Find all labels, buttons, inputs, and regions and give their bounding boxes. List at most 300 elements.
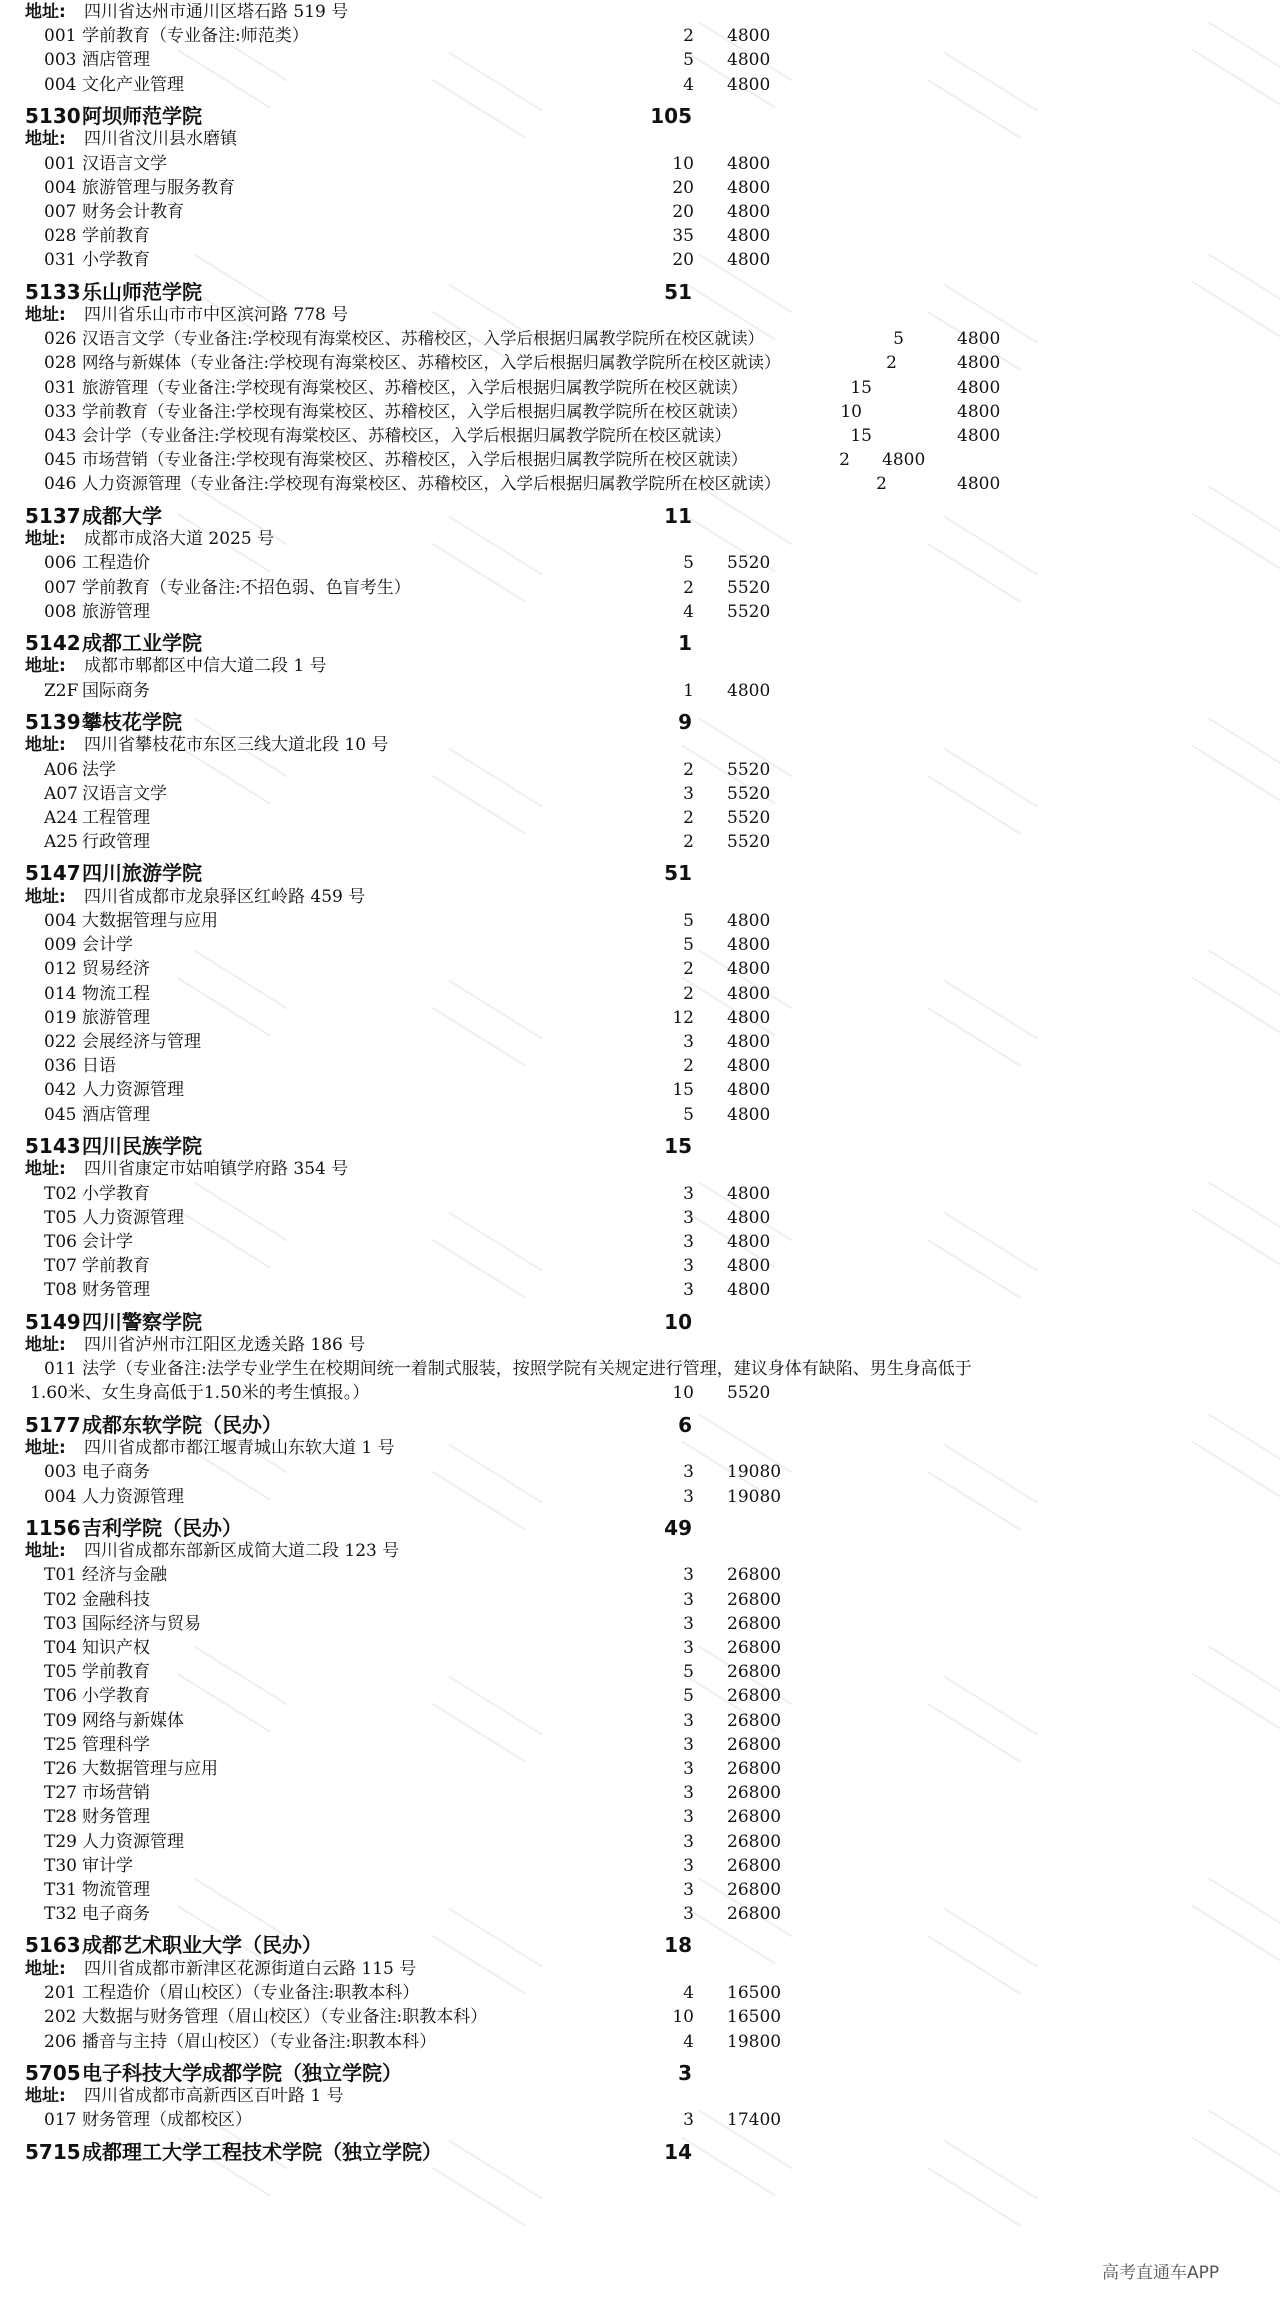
address-label: 地址:: [25, 129, 66, 150]
major-code: 046: [44, 474, 77, 495]
major-code: 007: [44, 201, 77, 222]
university-code: 5137: [25, 503, 81, 528]
major-name: 学前教育（专业备注:师范类）: [82, 26, 309, 47]
address-label: 地址:: [25, 2086, 66, 2107]
major-name: 国际商务: [82, 680, 150, 701]
address-label: 地址:: [25, 305, 66, 325]
major-name: 人力资源管理: [82, 1080, 184, 1101]
major-name: 电子商务: [82, 1462, 150, 1483]
major-tuition: 4800: [727, 959, 771, 980]
address-text: 四川省成都市新津区花源街道白云路 115 号: [84, 1958, 417, 1979]
university-total: 10: [664, 1309, 692, 1334]
university-name: 成都艺术职业大学（民办）: [82, 1933, 322, 1958]
university-total: 49: [664, 1515, 692, 1540]
major-code: 042: [44, 1080, 77, 1101]
major-plan-count: 4: [683, 601, 694, 622]
major-code: T02: [44, 1183, 77, 1204]
major-code: T03: [44, 1613, 77, 1634]
major-plan-count: 3: [683, 1831, 694, 1852]
major-code: 031: [44, 377, 77, 398]
watermark-mark: [926, 2139, 1037, 2226]
major-tuition: 26800: [727, 1565, 782, 1586]
major-name-continued: 1.60米、女生身高低于1.50米的考生慎报。）: [30, 1383, 370, 1404]
watermark-mark: [431, 515, 542, 602]
major-name: 财务管理（成都校区）: [82, 2110, 252, 2131]
university-total: 14: [664, 2139, 692, 2164]
major-code: 004: [44, 1486, 77, 1507]
major-code: 014: [44, 983, 77, 1004]
major-plan-count: 10: [840, 401, 862, 422]
major-code: T08: [44, 1280, 77, 1301]
major-plan-count: 2: [683, 577, 694, 598]
university-code: 5133: [25, 279, 81, 304]
major-plan-count: 3: [683, 1486, 694, 1507]
university-total: 105: [650, 103, 692, 128]
university-name: 四川旅游学院: [82, 861, 202, 886]
address-label: 地址:: [25, 1438, 66, 1459]
address-text: 四川省达州市通川区塔石路 519 号: [84, 2, 349, 22]
major-name: 学前教育（专业备注:不招色弱、色盲考生）: [82, 577, 411, 598]
major-tuition: 4800: [727, 50, 771, 71]
major-code: T05: [44, 1662, 77, 1683]
major-plan-count: 1: [683, 680, 694, 701]
university-code: 5149: [25, 1309, 81, 1334]
address-text: 四川省成都市都江堰青城山东软大道 1 号: [84, 1438, 395, 1459]
address-text: 四川省乐山市市中区滨河路 778 号: [84, 305, 349, 325]
address-text: 四川省攀枝花市东区三线大道北段 10 号: [84, 735, 389, 756]
major-tuition: 26800: [727, 1904, 782, 1925]
major-tuition: 4800: [957, 377, 1001, 398]
major-tuition: 26800: [727, 1686, 782, 1707]
major-code: 003: [44, 1462, 77, 1483]
major-tuition: 4800: [727, 226, 771, 247]
major-plan-count: 4: [683, 74, 694, 95]
major-name: 学前教育: [82, 226, 150, 247]
major-tuition: 4800: [727, 935, 771, 956]
major-tuition: 4800: [727, 250, 771, 271]
major-plan-count: 3: [683, 1759, 694, 1779]
major-name: 人力资源管理: [82, 1486, 184, 1507]
major-plan-count: 3: [683, 1207, 694, 1228]
major-name: 会计学: [82, 1231, 133, 1252]
major-plan-count: 2: [683, 1056, 694, 1077]
university-name: 阿坝师范学院: [82, 103, 202, 128]
major-code: T07: [44, 1256, 77, 1277]
major-code: A25: [44, 832, 78, 853]
address-text: 成都市成洛大道 2025 号: [84, 529, 275, 550]
university-name: 乐山师范学院: [82, 279, 202, 304]
address-label: 地址:: [25, 1335, 66, 1355]
major-name: 汉语言文学: [82, 153, 167, 174]
major-code: 206: [44, 2031, 77, 2052]
watermark-mark: [176, 717, 287, 804]
major-name: 学前教育: [82, 1256, 150, 1277]
major-plan-count: 3: [683, 1589, 694, 1610]
major-plan-count: 20: [672, 201, 694, 222]
major-plan-count: 3: [683, 1256, 694, 1277]
major-name: 知识产权: [82, 1638, 150, 1658]
major-plan-count: 3: [683, 1855, 694, 1876]
university-code: 5147: [25, 861, 81, 886]
major-plan-count: 3: [683, 1807, 694, 1828]
major-name: 小学教育: [82, 1183, 150, 1204]
major-tuition: 5520: [727, 759, 771, 780]
major-tuition: 4800: [957, 353, 1001, 374]
major-code: A07: [44, 783, 78, 804]
major-plan-count: 5: [683, 935, 694, 956]
major-name: 旅游管理与服务教育: [82, 177, 235, 198]
major-code: 008: [44, 601, 77, 622]
address-text: 四川省泸州市江阳区龙透关路 186 号: [84, 1335, 366, 1355]
major-plan-count: 15: [850, 426, 872, 446]
major-code: 028: [44, 353, 77, 374]
major-plan-count: 2: [683, 983, 694, 1004]
major-tuition: 4800: [727, 153, 771, 174]
major-name: 管理科学: [82, 1734, 150, 1755]
address-text: 四川省成都市龙泉驿区红岭路 459 号: [84, 886, 366, 907]
major-tuition: 26800: [727, 1613, 782, 1634]
major-plan-count: 3: [683, 2110, 694, 2131]
major-code: 011: [44, 1359, 77, 1380]
major-code: 004: [44, 74, 77, 95]
major-plan-count: 2: [683, 832, 694, 853]
major-name: 大数据与财务管理（眉山校区）（专业备注:职教本科）: [82, 2007, 488, 2028]
watermark-mark: [431, 1211, 542, 1298]
major-tuition: 4800: [727, 680, 771, 701]
major-name: 行政管理: [82, 832, 150, 853]
major-tuition: 19800: [727, 2031, 782, 2052]
major-tuition: 26800: [727, 1783, 782, 1804]
major-name: 文化产业管理: [82, 74, 184, 95]
major-name: 法学（专业备注:法学专业学生在校期间统一着制式服装，按照学院有关规定进行管理，建议身体有缺陷、男生身高低于: [82, 1359, 972, 1380]
watermark-mark: [1191, 21, 1280, 108]
major-plan-count: 3: [683, 1032, 694, 1052]
address-text: 四川省汶川县水磨镇: [84, 129, 237, 150]
major-code: T27: [44, 1783, 77, 1804]
major-name: 物流管理: [82, 1880, 150, 1900]
major-name: 物流工程: [82, 983, 150, 1004]
major-tuition: 4800: [727, 1231, 771, 1252]
university-total: 51: [664, 861, 692, 886]
major-name: 工程造价: [82, 553, 150, 574]
major-plan-count: 10: [672, 2007, 694, 2028]
university-code: 5177: [25, 1412, 81, 1437]
major-tuition: 4800: [727, 983, 771, 1004]
major-code: T32: [44, 1904, 77, 1925]
major-name: 小学教育: [82, 250, 150, 271]
major-tuition: 5520: [727, 601, 771, 622]
major-tuition: 16500: [727, 1983, 782, 2004]
major-name: 法学: [82, 759, 116, 780]
major-code: 004: [44, 177, 77, 198]
major-tuition: 4800: [727, 1032, 771, 1052]
watermark-mark: [431, 1907, 542, 1994]
watermark-mark: [1191, 1413, 1280, 1500]
university-code: 5139: [25, 709, 81, 734]
watermark-mark: [431, 747, 542, 834]
major-code: 019: [44, 1007, 77, 1028]
major-tuition: 4800: [727, 1007, 771, 1028]
address-label: 地址:: [25, 735, 66, 756]
major-name: 汉语言文学: [82, 783, 167, 804]
major-tuition: 4800: [957, 474, 1001, 495]
major-plan-count: 5: [683, 911, 694, 931]
major-code: 031: [44, 250, 77, 271]
major-name: 人力资源管理: [82, 1831, 184, 1852]
watermark-mark: [431, 1675, 542, 1762]
major-name: 学前教育: [82, 1662, 150, 1683]
address-label: 地址:: [25, 1541, 66, 1562]
address-label: 地址:: [25, 529, 66, 550]
major-name: 旅游管理: [82, 1007, 150, 1028]
university-total: 3: [678, 2060, 692, 2085]
major-plan-count: 15: [672, 1080, 694, 1101]
major-tuition: 4800: [727, 1183, 771, 1204]
major-code: T28: [44, 1807, 77, 1828]
major-plan-count: 3: [683, 1904, 694, 1925]
major-name: 网络与新媒体（专业备注:学校现有海棠校区、苏稽校区，入学后根据归属教学院所在校区就读）: [82, 353, 781, 373]
major-name: 审计学: [82, 1855, 133, 1876]
major-code: T05: [44, 1207, 77, 1228]
major-tuition: 4800: [957, 329, 1001, 350]
watermark-mark: [926, 1907, 1037, 1994]
major-code: T26: [44, 1759, 77, 1779]
major-tuition: 26800: [727, 1807, 782, 1828]
major-name: 学前教育（专业备注:学校现有海棠校区、苏稽校区，入学后根据归属教学院所在校区就读）: [82, 401, 748, 421]
major-plan-count: 4: [683, 1983, 694, 2004]
major-tuition: 4800: [727, 1080, 771, 1101]
major-tuition: 26800: [727, 1662, 782, 1683]
major-code: Z2F: [44, 680, 79, 701]
major-name: 国际经济与贸易: [82, 1613, 201, 1634]
major-plan-count: 5: [683, 1686, 694, 1707]
watermark-mark: [926, 1211, 1037, 1298]
major-name: 酒店管理: [82, 1104, 150, 1125]
major-plan-count: 20: [672, 250, 694, 271]
watermark-mark: [1191, 253, 1280, 340]
major-tuition: 19080: [727, 1486, 782, 1507]
address-text: 四川省成都东部新区成简大道二段 123 号: [84, 1541, 400, 1562]
major-name: 财务管理: [82, 1280, 150, 1301]
major-tuition: 4800: [727, 1256, 771, 1277]
major-tuition: 26800: [727, 1855, 782, 1876]
major-code: T02: [44, 1589, 77, 1610]
major-code: T29: [44, 1831, 77, 1852]
major-plan-count: 4: [683, 2031, 694, 2052]
major-name: 电子商务: [82, 1904, 150, 1925]
major-plan-count: 5: [683, 50, 694, 71]
major-code: T01: [44, 1565, 77, 1586]
major-tuition: 26800: [727, 1638, 782, 1658]
address-label: 地址:: [25, 886, 66, 907]
major-plan-count: 3: [683, 783, 694, 804]
major-name: 大数据管理与应用: [82, 911, 218, 931]
major-tuition: 4800: [727, 177, 771, 198]
major-tuition: 4800: [727, 26, 771, 47]
major-plan-count: 10: [672, 153, 694, 174]
watermark-mark: [1191, 1181, 1280, 1268]
major-code: 012: [44, 959, 77, 980]
watermark-mark: [176, 1181, 287, 1268]
major-tuition: 5520: [727, 807, 771, 828]
major-tuition: 4800: [727, 1207, 771, 1228]
university-name: 攀枝花学院: [82, 709, 182, 734]
major-plan-count: 3: [683, 1638, 694, 1658]
major-plan-count: 3: [683, 1280, 694, 1301]
watermark-mark: [1191, 485, 1280, 572]
major-code: 026: [44, 329, 77, 350]
major-tuition: 4800: [727, 911, 771, 931]
watermark-mark: [431, 1443, 542, 1530]
watermark-mark: [926, 1675, 1037, 1762]
address-label: 地址:: [25, 1958, 66, 1979]
major-code: 036: [44, 1056, 77, 1077]
major-plan-count: 12: [672, 1007, 694, 1028]
address-label: 地址:: [25, 1159, 66, 1180]
major-code: T30: [44, 1855, 77, 1876]
major-name: 网络与新媒体: [82, 1710, 184, 1731]
major-tuition: 4800: [727, 201, 771, 222]
major-name: 贸易经济: [82, 959, 150, 980]
major-name: 会展经济与管理: [82, 1032, 201, 1052]
major-name: 工程管理: [82, 807, 150, 828]
major-plan-count: 3: [683, 1783, 694, 1804]
watermark-mark: [176, 949, 287, 1036]
watermark-mark: [926, 51, 1037, 138]
major-tuition: 17400: [727, 2110, 782, 2131]
major-plan-count: 15: [850, 377, 872, 398]
university-code: 5163: [25, 1933, 81, 1958]
major-tuition: 5520: [727, 783, 771, 804]
major-tuition: 16500: [727, 2007, 782, 2028]
major-plan-count: 3: [683, 1710, 694, 1731]
major-tuition: 5520: [727, 553, 771, 574]
watermark-mark: [1191, 1877, 1280, 1964]
major-code: 022: [44, 1032, 77, 1052]
watermark-mark: [926, 747, 1037, 834]
university-code: 5142: [25, 630, 81, 655]
university-total: 51: [664, 279, 692, 304]
major-code: 001: [44, 26, 77, 47]
major-name: 旅游管理: [82, 601, 150, 622]
watermark-mark: [176, 1645, 287, 1732]
major-code: 045: [44, 1104, 77, 1125]
major-tuition: 26800: [727, 1589, 782, 1610]
major-tuition: 26800: [727, 1831, 782, 1852]
university-total: 9: [678, 709, 692, 734]
university-name: 成都东软学院（民办）: [82, 1412, 282, 1437]
major-code: T09: [44, 1710, 77, 1731]
major-plan-count: 3: [683, 1231, 694, 1252]
address-label: 地址:: [25, 2, 66, 22]
major-plan-count: 5: [683, 553, 694, 574]
address-text: 四川省康定市姑咱镇学府路 354 号: [84, 1159, 349, 1180]
major-code: 003: [44, 50, 77, 71]
major-code: 043: [44, 426, 77, 446]
watermark-mark: [926, 979, 1037, 1066]
major-plan-count: 10: [672, 1383, 694, 1404]
watermark-mark: [1191, 949, 1280, 1036]
major-name: 人力资源管理（专业备注:学校现有海棠校区、苏稽校区，入学后根据归属教学院所在校区就读）: [82, 474, 781, 494]
major-code: 017: [44, 2110, 77, 2131]
major-code: A24: [44, 807, 78, 828]
major-code: T25: [44, 1734, 77, 1755]
university-code: 5130: [25, 103, 81, 128]
watermark-mark: [1191, 717, 1280, 804]
major-tuition: 26800: [727, 1710, 782, 1731]
major-plan-count: 35: [672, 226, 694, 247]
watermark-mark: [1191, 2109, 1280, 2196]
major-code: A06: [44, 759, 78, 780]
footer-brand: 高考直通车APP: [1102, 2263, 1220, 2283]
major-tuition: 4800: [727, 1104, 771, 1125]
major-code: 007: [44, 577, 77, 598]
major-tuition: 4800: [882, 450, 926, 471]
watermark-mark: [431, 2139, 542, 2226]
major-plan-count: 20: [672, 177, 694, 198]
major-name: 经济与金融: [82, 1565, 167, 1586]
major-plan-count: 3: [683, 1462, 694, 1483]
major-tuition: 4800: [957, 426, 1001, 446]
major-plan-count: 3: [683, 1565, 694, 1586]
major-name: 汉语言文学（专业备注:学校现有海棠校区、苏稽校区，入学后根据归属教学院所在校区就读）: [82, 329, 765, 349]
major-name: 大数据管理与应用: [82, 1759, 218, 1779]
major-name: 旅游管理（专业备注:学校现有海棠校区、苏稽校区，入学后根据归属教学院所在校区就读）: [82, 377, 748, 397]
major-code: 006: [44, 553, 77, 574]
university-total: 18: [664, 1933, 692, 1958]
major-plan-count: 5: [893, 329, 904, 350]
major-tuition: 26800: [727, 1880, 782, 1900]
university-total: 6: [678, 1412, 692, 1437]
major-code: T31: [44, 1880, 77, 1900]
university-name: 吉利学院（民办）: [82, 1515, 242, 1540]
watermark-mark: [926, 1443, 1037, 1530]
major-name: 市场营销（专业备注:学校现有海棠校区、苏稽校区，入学后根据归属教学院所在校区就读）: [82, 450, 748, 470]
major-name: 小学教育: [82, 1686, 150, 1707]
major-tuition: 4800: [727, 1280, 771, 1301]
major-name: 市场营销: [82, 1783, 150, 1804]
university-total: 15: [664, 1133, 692, 1158]
major-code: 202: [44, 2007, 77, 2028]
major-tuition: 4800: [727, 1056, 771, 1077]
major-plan-count: 2: [683, 26, 694, 47]
major-plan-count: 5: [683, 1104, 694, 1125]
major-code: 009: [44, 935, 77, 956]
major-code: T06: [44, 1231, 77, 1252]
university-name: 四川民族学院: [82, 1133, 202, 1158]
address-text: 成都市郫都区中信大道二段 1 号: [84, 656, 327, 677]
major-tuition: 26800: [727, 1734, 782, 1755]
major-name: 财务会计教育: [82, 201, 184, 222]
major-name: 财务管理: [82, 1807, 150, 1828]
major-plan-count: 3: [683, 1613, 694, 1634]
university-name: 成都理工大学工程技术学院（独立学院）: [82, 2139, 442, 2164]
major-plan-count: 3: [683, 1880, 694, 1900]
major-plan-count: 2: [839, 450, 850, 471]
major-plan-count: 5: [683, 1662, 694, 1683]
watermark-mark: [1191, 1645, 1280, 1732]
university-code: 5715: [25, 2139, 81, 2164]
major-name: 工程造价（眉山校区）（专业备注:职教本科）: [82, 1983, 420, 2004]
major-code: 045: [44, 450, 77, 471]
watermark-mark: [431, 51, 542, 138]
major-plan-count: 2: [683, 759, 694, 780]
major-code: 201: [44, 1983, 77, 2004]
major-plan-count: 3: [683, 1183, 694, 1204]
major-name: 金融科技: [82, 1589, 150, 1610]
major-name: 人力资源管理: [82, 1207, 184, 1228]
major-tuition: 26800: [727, 1759, 782, 1779]
